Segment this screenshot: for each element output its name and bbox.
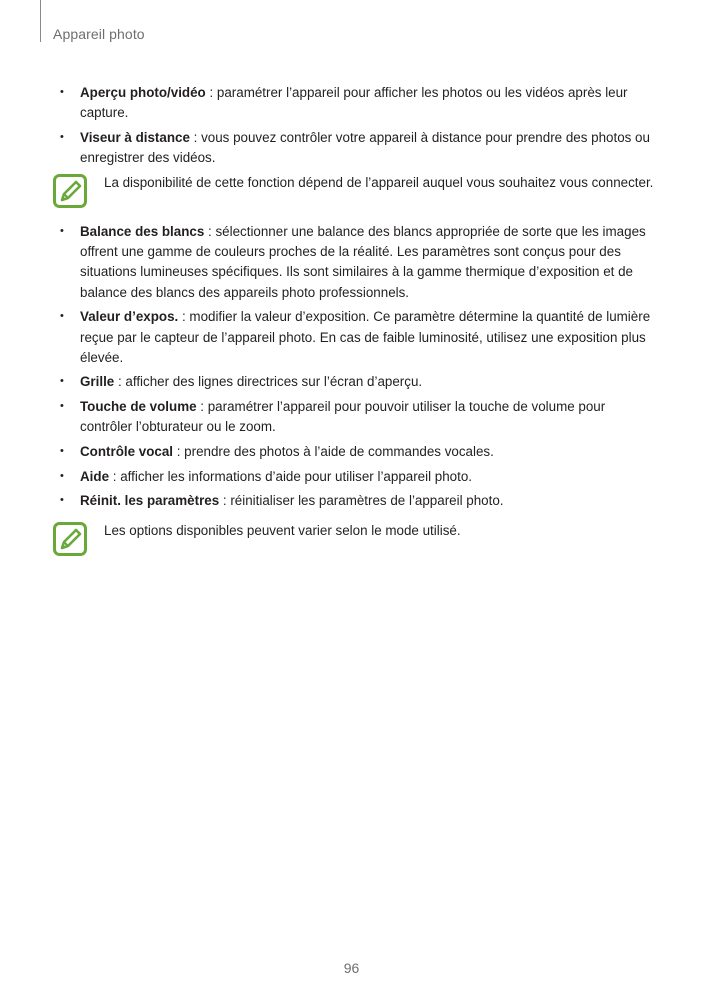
setting-description: : prendre des photos à l’aide de commandes vocales.: [173, 443, 494, 459]
list-item: [60, 222, 660, 303]
setting-term: Valeur d’expos.: [80, 309, 179, 325]
page-number: 96: [343, 960, 360, 976]
setting-term: Réinit. les paramètres: [80, 493, 220, 509]
setting-term: Touche de volume: [80, 399, 197, 415]
list-item: [60, 467, 660, 487]
setting-term: Viseur à distance: [80, 129, 190, 145]
note-pencil-icon: [53, 174, 87, 208]
list-item: [60, 83, 660, 124]
note-pencil-icon: [53, 522, 87, 556]
bullet-marker: •: [60, 494, 64, 507]
list-item: [60, 442, 660, 462]
page-header-title: Appareil photo: [53, 26, 145, 42]
setting-description: : modifier la valeur d’exposition. Ce paramètre détermine la quantité de lumière reçue par le capteur de l’appareil photo. En cas de faible luminosité, utilisez une exposition plus élevée.: [80, 309, 651, 365]
setting-description: : paramétrer l’appareil pour pouvoir utiliser la touche de volume pour contrôler l’obturateur ou le zoom.: [80, 399, 606, 435]
setting-term: Aide: [80, 468, 110, 484]
list-item: [60, 491, 660, 511]
bullet-marker: •: [60, 469, 64, 482]
setting-description: : réinitialiser les paramètres de l’appareil photo.: [219, 493, 504, 509]
setting-description: : paramétrer l’appareil pour afficher les photos ou les vidéos après leur capture.: [80, 85, 628, 121]
setting-description: : sélectionner une balance des blancs appropriée de sorte que les images offrent une gamme de couleurs proches de la réalité. Les paramètres sont conçus pour des situations lumineuses spécifiques. Ils sont similaires à la gamme thermique d’exposition et de balance des blancs des appareils photo professionnels.: [80, 223, 646, 300]
setting-description: : afficher les informations d’aide pour utiliser l’appareil photo.: [109, 468, 473, 484]
bullet-marker: •: [60, 86, 64, 98]
note-box: [60, 521, 660, 559]
bullet-marker: •: [60, 130, 64, 143]
note-text: Les options disponibles peuvent varier selon le mode utilisé.: [104, 523, 461, 539]
bullet-marker: •: [60, 310, 64, 323]
header-divider: [40, 0, 41, 42]
bullet-marker: •: [60, 444, 64, 457]
list-item: [60, 128, 660, 169]
list-item: [60, 307, 660, 368]
list-item: [60, 397, 660, 438]
bullet-marker: •: [60, 224, 64, 237]
setting-term: Grille: [80, 374, 115, 390]
list-item: [60, 372, 660, 392]
setting-term: Aperçu photo/vidéo: [80, 85, 206, 100]
bullet-marker: •: [60, 400, 64, 413]
setting-description: : vous pouvez contrôler votre appareil à distance pour prendre des photos ou enregistrer des vidéos.: [80, 129, 650, 166]
setting-description: : afficher des lignes directrices sur l’écran d’aperçu.: [114, 374, 423, 390]
setting-term: Contrôle vocal: [80, 443, 174, 459]
bullet-marker: •: [60, 375, 64, 388]
note-box: [60, 173, 660, 211]
note-text: La disponibilité de cette fonction dépend de l’appareil auquel vous souhaitez vous connecter.: [104, 174, 654, 190]
setting-term: Balance des blancs: [80, 223, 205, 239]
main-content: [60, 83, 660, 559]
